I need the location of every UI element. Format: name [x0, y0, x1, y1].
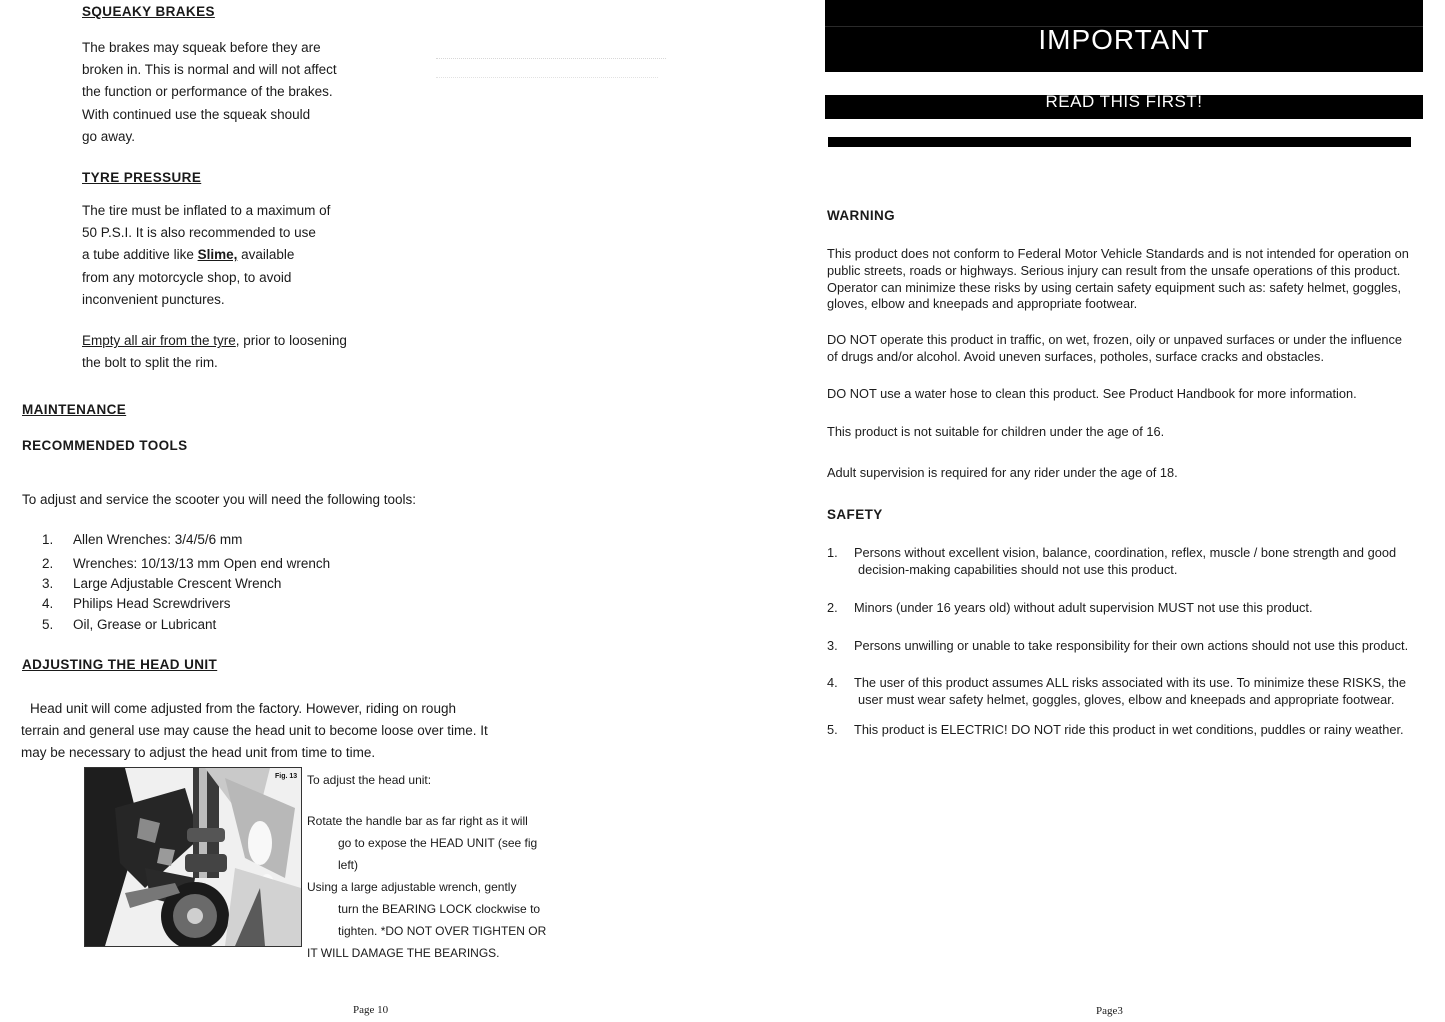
tools-intro: To adjust and service the scooter you will need the following tools:: [22, 492, 416, 507]
scan-artifact: [436, 58, 666, 60]
warning-paragraph-5: Adult supervision is required for any rider under the age of 18.: [827, 465, 1178, 480]
safety-item: 1. Persons without excellent vision, balance, coordination, reflex, muscle / bone strength and good decision-making capabilities should not use this product.: [827, 545, 1397, 577]
important-banner: [825, 26, 1423, 72]
squeaky-brakes-heading: SQUEAKY BRAKES: [82, 4, 215, 19]
scan-artifact: [436, 77, 658, 79]
maintenance-heading: MAINTENANCE: [22, 402, 127, 417]
warning-heading: WARNING: [827, 208, 896, 223]
important-title: IMPORTANT: [1038, 24, 1210, 55]
warning-paragraph-4: This product is not suitable for children under the age of 16.: [827, 424, 1165, 439]
empty-air-text: Empty all air from the tyre, prior to loosening the bolt to split the rim.: [82, 333, 347, 371]
read-first-banner: [825, 92, 1423, 119]
black-rule: [828, 137, 1411, 147]
tyre-pressure-heading: TYRE PRESSURE: [82, 170, 202, 185]
safety-item: 3. Persons unwilling or unable to take responsibility for their own actions should not use this product.: [827, 638, 1409, 653]
head-unit-instructions: To adjust the head unit: Rotate the handle bar as far right as it will go to expose the HEAD UNIT (see fig left) Using a large adjustable wrench, gently turn the BEARING LOCK clockwise to tighten. *DO NOT OVER TIGHTEN OR IT WILL DAMAGE THE BEARINGS.: [307, 773, 547, 960]
recommended-tools-heading: RECOMMENDED TOOLS: [22, 438, 188, 453]
safety-item: 5. This product is ELECTRIC! DO NOT ride this product in wet conditions, puddles or rainy weather.: [827, 722, 1404, 737]
safety-heading: SAFETY: [827, 507, 883, 522]
warning-paragraph-1: This product does not conform to Federal Motor Vehicle Standards and is not intended for operation on public streets, roads or highways. Serious injury can result from the unsafe operations of this product. Operator can minimize these risks by using certain safety equipment such as: safety helmet, goggles, gloves, elbow and kneepads and appropriate footwear.: [827, 246, 1409, 312]
warning-paragraph-3: DO NOT use a water hose to clean this product. See Product Handbook for more information.: [827, 386, 1357, 401]
slime-link: Slime,: [197, 247, 238, 263]
warning-paragraph-2: DO NOT operate this product in traffic, on wet, frozen, oily or unpaved surfaces or under the influence of drugs and/or alcohol. Avoid uneven surfaces, potholes, surface cracks and obstacles.: [827, 332, 1402, 364]
scooter-head-unit-image: [85, 768, 301, 946]
adjusting-head-unit-heading: ADJUSTING THE HEAD UNIT: [22, 657, 218, 672]
safety-item: 4. The user of this product assumes ALL risks associated with its use. To minimize these RISKS, the user must wear safety helmet, goggles, gloves, elbow and kneepads and appropriate footwear.: [827, 675, 1406, 707]
tyre-pressure-text: The tire must be inflated to a maximum of 50 P.S.I. It is also recommended to use a tube additive like Slime, available from any motorcycle shop, to avoid inconvenient punctures.: [82, 203, 331, 307]
page-number-right: Page3: [1096, 1005, 1123, 1017]
squeaky-brakes-text: The brakes may squeak before they are broken in. This is normal and will not affect the function or performance of the brakes. With continued use the squeak should go away.: [82, 40, 337, 144]
figure-13-photo: [84, 767, 302, 947]
page-number-left: Page 10: [353, 1004, 389, 1016]
tools-list: 1. Allen Wrenches: 3/4/5/6 mm 2. Wrenches: 10/13/13 mm Open end wrench 3. Large Adjustable Crescent Wrench 4. Philips Head Screwdrivers 5. Oil, Grease or Lubricant: [42, 532, 331, 632]
figure-label: Fig. 13: [275, 773, 298, 780]
top-banner-strip: [825, 0, 1423, 26]
safety-item: 2. Minors (under 16 years old) without adult supervision MUST not use this product.: [827, 600, 1313, 615]
read-first-title: READ THIS FIRST!: [1045, 92, 1203, 111]
head-unit-intro: Head unit will come adjusted from the factory. However, riding on rough terrain and general use may cause the head unit to become loose over time. It may be necessary to adjust the head unit from time to time.: [21, 701, 488, 761]
